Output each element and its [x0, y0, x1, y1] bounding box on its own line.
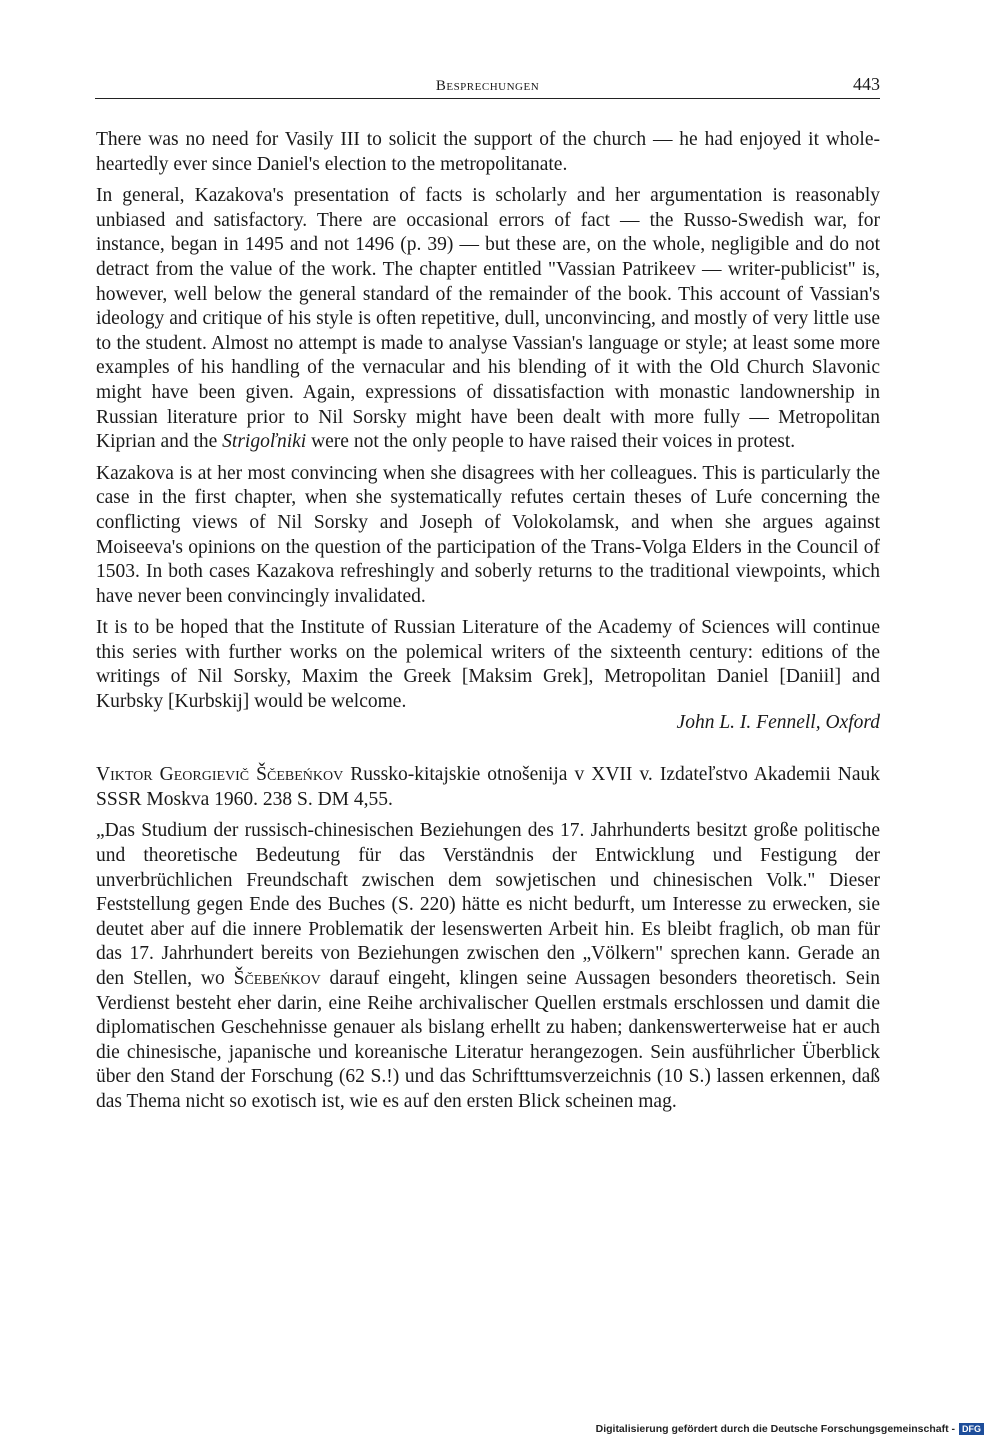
reviewed-author: Viktor Georgievič Ščebeńkov — [96, 764, 344, 786]
paragraph-text: It is to be hoped that the Institute of Russian Literature of the Academy of Sciences will continue this series with further works on the polemical writers of the sixteenth century: editions of the writings of Nil Sorsky, Maxim the Greek [Maksim Grek], Metropolitan Daniel [Daniil] and Kurbsky [Kurbskij] would be welcome. — [96, 617, 880, 713]
review-heading — [96, 763, 880, 812]
paragraph: Kazakova is at her most convincing when she disagrees with her colleagues. This is particularly the case in the first chapter, when she systematically refutes certain theses of Luŕe concerning the conflicting views of Nil Sorsky and Joseph of Volokolamsk, and when she argues against Moiseeva's opinions on the question of the participation of the Trans-Volga Elders in the Council of 1503. In both cases Kazakova refreshingly and soberly returns to the traditional viewpoints, which have never been convincingly invalidated. — [96, 462, 880, 607]
paragraph — [96, 184, 880, 455]
author-mention: Ščebeńkov — [233, 968, 321, 989]
footer-text: Digitalisierung gefördert durch die Deutsche Forschungsgemeinschaft - — [595, 1423, 955, 1435]
paragraph: There was no need for Vasily III to solicit the support of the church — he had enjoyed it whole-heartedly ever since Daniel's election to the metropolitanate. — [96, 129, 880, 175]
paragraph-text: were not the only people to have raised their voices in protest. — [311, 431, 796, 453]
emphasized-term: Strigoľniki — [222, 431, 307, 453]
paragraph — [96, 819, 880, 1114]
running-header — [95, 74, 880, 99]
book-citation: Russko-kitajskie otnošenija v XVII v. Izdateľstvo Akademii Nauk SSSR Moskva 1960. 238 S. DM 4,55. — [96, 764, 880, 810]
review-signature: John L. I. Fennell, Oxford — [676, 711, 880, 733]
page-body — [96, 128, 880, 1122]
dfg-logo: DFG — [959, 1423, 984, 1435]
paragraph-text: „Das Studium der russisch-chinesischen Beziehungen des 17. Jahrhunderts besitzt große politische und theoretische Bedeutung für das Verständnis der Entwicklung und Festigung der unverbrüchlichen Freundschaft zwischen dem sowjetischen und chinesischen Volk." Dieser Feststellung gegen Ende des Buches (S. 220) hätte es nicht bedurft, um Interesse zu erwecken, sie deutet aber auf die innere Problematik der lesenswerten Arbeit hin. Es bleibt fraglich, ob man für das 17. Jahrhundert bereits von Beziehungen zwischen den „Völkern" sprechen kann. Gerade an den Stellen, wo — [96, 820, 880, 989]
paragraph-text: darauf eingeht, klingen seine Aussagen besonders theoretisch. Sein Verdienst besteht eher darin, eine Reihe archivalischer Quellen erstmals erschlossen und damit die diplomatischen Geschehnisse genauer als bislang erhellt zu haben; dankenswerterweise hat er auch die chinesische, japanische und koreanische Literatur herangezogen. Sein ausführlicher Überblick über den Stand der Forschung (62 S.!) und das Schrifttumsverzeichnis (10 S.) lassen erkennen, daß das Thema nicht so exotisch ist, wie es auf den ersten Blick scheinen mag. — [96, 968, 880, 1112]
paragraph-text: In general, Kazakova's presentation of facts is scholarly and her argumentation is reasonably unbiased and satisfactory. There are occasional errors of fact — the Russo-Swedish war, for instance, began in 1495 and not 1496 (p. 39) — but these are, on the whole, negligible and do not detract from the value of the work. The chapter entitled "Vassian Patrikeev — writer-publicist" is, however, well below the general standard of the remainder of the book. This account of Vassian's ideology and critique of his style is often repetitive, dull, unconvincing, and mostly of very little use to the student. Almost no attempt is made to analyse Vassian's language or style; at least some more examples of his handling of the vernacular and his blending of it with the Old Church Slavonic might have been given. Again, expressions of dissatisfaction with monastic landownership in Russian literature prior to Nil Sorsky might have been dealt with more fully — Metropolitan Kiprian and the — [96, 185, 880, 453]
digitization-footer — [596, 1423, 984, 1435]
paragraph — [96, 616, 880, 735]
page-number: 443 — [853, 74, 880, 94]
running-title: Besprechungen — [435, 78, 540, 94]
